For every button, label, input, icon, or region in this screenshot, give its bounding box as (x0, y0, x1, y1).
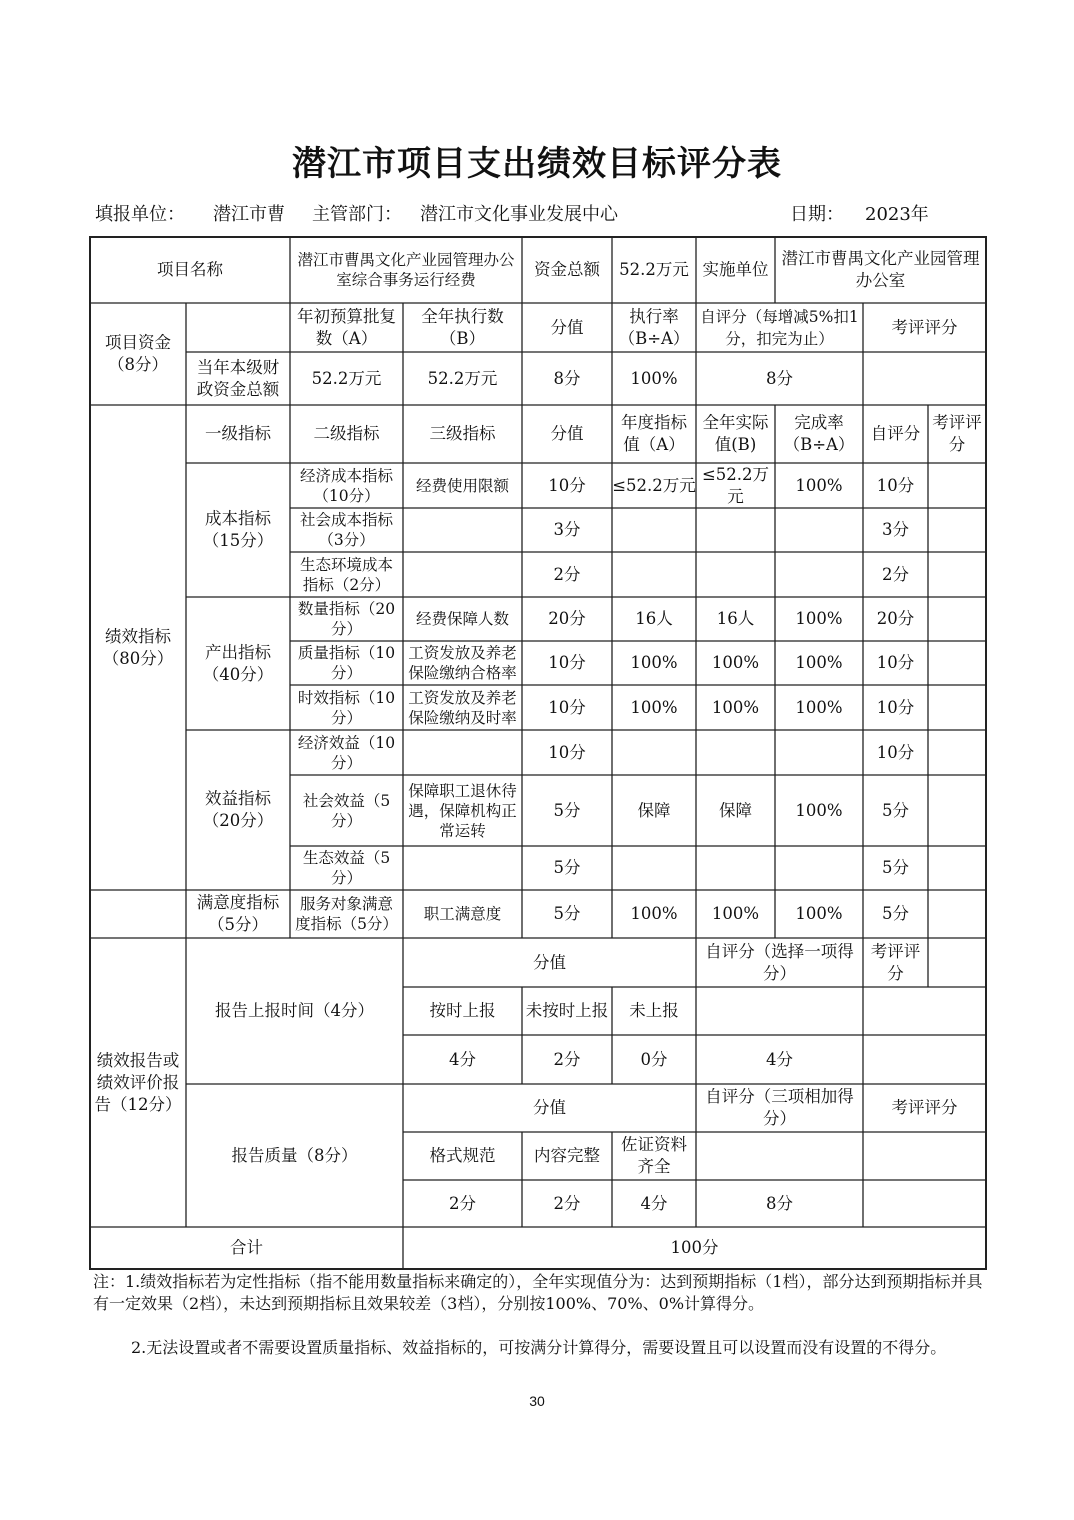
perf-rate-cell (775, 552, 863, 597)
funds-row-label: 当年本级财政资金总额 (196, 357, 280, 399)
perf-l2-cell: 经济效益（10分） (297, 733, 396, 772)
report-quality-self-score: 8分 (766, 1193, 793, 1213)
perf-rate-cell (775, 730, 863, 775)
perf-self-cell: 10分 (876, 475, 915, 495)
report-quality-option: 格式规范 (429, 1146, 496, 1165)
perf-actual-cell: 16人 (716, 609, 755, 628)
perf-rate-cell: 100% (795, 653, 843, 672)
funds-col-budget: 年初预算批复数（A） (297, 306, 396, 348)
perf-self-cell: 2分 (882, 564, 909, 584)
perf-rate-cell: 100% (795, 475, 843, 495)
report-quality-review-label: 考评评分 (891, 1098, 958, 1117)
note-2: 2.无法设置或者不需要设置质量指标、效益指标的，可按满分计算得分，需要设置且可以设置而没有设置的不得分。 (131, 1338, 947, 1357)
perf-target-cell: 100% (630, 697, 678, 717)
report-time-score: 4分 (449, 1049, 476, 1069)
perf-score-cell: 10分 (548, 475, 586, 495)
project-name-label: 项目名称 (157, 260, 223, 279)
satisfaction-indicator-label: 满意度指标（5分） (196, 893, 280, 934)
report-quality-option: 佐证资料齐全 (621, 1135, 687, 1176)
perf-actual-cell: 100% (711, 697, 760, 717)
perf-l3-cell (403, 730, 522, 775)
perf-target-cell (612, 552, 696, 597)
unit-label: 填报单位： (95, 204, 185, 225)
perf-actual-cell (696, 846, 775, 890)
report-quality-score: 2分 (449, 1193, 476, 1213)
perf-header: 二级指标 (313, 424, 380, 443)
perf-self-cell: 5分 (882, 904, 909, 923)
funds-section-label: 项目资金（8分） (105, 333, 171, 374)
date-value: 2023年 (865, 204, 929, 225)
perf-rate-cell: 100% (795, 697, 843, 717)
perf-header: 一级指标 (205, 424, 271, 443)
perf-score-cell: 5分 (553, 858, 581, 877)
perf-self-cell: 10分 (876, 742, 915, 762)
perf-actual-cell: 100% (711, 653, 760, 672)
perf-score-cell: 20分 (548, 609, 586, 628)
funds-self: 8分 (766, 368, 793, 388)
report-quality-option: 内容完整 (534, 1146, 600, 1165)
perf-l3-cell: 工资发放及养老保险缴纳合格率 (408, 644, 517, 682)
perf-self-cell: 5分 (882, 858, 909, 877)
report-time-self-label: 自评分（选择一项得分） (705, 941, 854, 983)
perf-l3-cell: 职工满意度 (423, 905, 502, 923)
perf-target-cell: ≤52.2万元 (612, 475, 696, 495)
perf-section-label: 绩效指标（80分） (102, 626, 174, 668)
perf-l2-cell: 社会成本指标（3分） (299, 511, 393, 549)
perf-score-cell: 5分 (553, 800, 581, 820)
perf-target-cell: 保障 (637, 800, 671, 820)
perf-header: 全年实际值(B) (702, 413, 769, 454)
impl-unit-value: 潜江市曹禺文化产业园管理办公室 (781, 249, 980, 290)
perf-target-cell (612, 846, 696, 890)
report-time-self-score: 4分 (766, 1049, 793, 1069)
perf-target-cell: 100% (630, 653, 678, 672)
unit-value: 潜江市曹 (213, 204, 285, 225)
perf-l3-cell (403, 552, 522, 597)
perf-score-cell: 10分 (548, 697, 586, 717)
report-section-label: 绩效报告或绩效评价报告（12分） (94, 1050, 182, 1114)
perf-header: 考评评分 (932, 413, 982, 454)
perf-self-cell: 10分 (876, 697, 915, 717)
perf-actual-cell (696, 552, 775, 597)
perf-target-cell (612, 730, 696, 775)
total-label: 合计 (230, 1238, 263, 1257)
perf-l3-cell: 经费使用限额 (415, 476, 509, 495)
dept-label: 主管部门： (312, 204, 402, 225)
perf-rate-cell (775, 508, 863, 552)
perf-actual-cell (696, 508, 775, 552)
perf-l3-cell: 经费保障人数 (415, 610, 509, 628)
report-quality-score-label: 分值 (533, 1098, 566, 1117)
report-time-option: 未上报 (629, 1001, 679, 1020)
perf-score-cell: 10分 (548, 742, 586, 762)
report-time-score-label: 分值 (533, 952, 566, 972)
perf-score-cell: 10分 (548, 653, 586, 672)
benefit-indicator-label: 效益指标（20分） (202, 789, 274, 830)
report-time-review-label: 考评评分 (870, 941, 921, 983)
impl-unit-label: 实施单位 (702, 260, 769, 279)
perf-l2-cell: 生态环境成本指标（2分） (299, 555, 393, 594)
note-1: 注：1.绩效指标若为定性指标（指不能用数量指标来确定的），全年实现值分为：达到预期指标（1档），部分达到预期指标并具有一定效果（2档），未达到预期指标且效果较差（3档），分别按100%、70%、0%计算得分。 (93, 1272, 983, 1313)
perf-l2-cell: 数量指标（20分） (297, 600, 396, 638)
report-quality-self-label: 自评分（三项相加得分） (705, 1087, 854, 1128)
date-label: 日期： (790, 204, 844, 225)
perf-actual-cell: 保障 (719, 800, 752, 820)
fund-total-value: 52.2万元 (619, 260, 689, 279)
project-name-value: 潜江市曹禺文化产业园管理办公室综合事务运行经费 (297, 251, 515, 289)
perf-target-cell: 100% (630, 904, 678, 923)
report-quality-label: 报告质量（8分） (231, 1145, 358, 1165)
total-value: 100分 (670, 1238, 719, 1257)
perf-self-cell: 5分 (882, 800, 909, 820)
perf-l3-cell: 工资发放及养老保险缴纳及时率 (408, 688, 517, 727)
perf-self-cell: 20分 (876, 609, 915, 628)
funds-rate: 100% (630, 368, 678, 388)
dept-value: 潜江市文化事业发展中心 (420, 204, 618, 225)
funds-col-review: 考评评分 (891, 317, 958, 337)
perf-score-cell: 2分 (553, 564, 581, 584)
perf-header: 分值 (550, 424, 584, 443)
report-quality-score: 2分 (553, 1193, 581, 1213)
perf-l2-cell: 生态效益（5分） (302, 849, 391, 887)
perf-actual-cell: ≤52.2万元 (701, 464, 770, 506)
perf-rate-cell (775, 846, 863, 890)
funds-exec: 52.2万元 (427, 368, 498, 388)
perf-target-cell: 16人 (635, 609, 673, 628)
perf-header: 完成率（B÷A） (783, 413, 855, 454)
perf-l3-cell (403, 508, 522, 552)
perf-l2-cell: 质量指标（10分） (297, 644, 396, 682)
perf-l3-cell: 保障职工退休待遇，保障机构正常运转 (408, 781, 517, 840)
perf-actual-cell: 100% (711, 904, 760, 923)
perf-header: 三级指标 (429, 424, 496, 443)
report-quality-score: 4分 (640, 1193, 668, 1213)
report-time-score: 0分 (640, 1049, 668, 1069)
perf-l2-cell: 经济成本指标（10分） (299, 466, 393, 505)
funds-score: 8分 (553, 368, 581, 388)
perf-self-cell: 10分 (876, 653, 915, 672)
report-time-label: 报告上报时间（4分） (215, 1001, 374, 1020)
perf-l3-cell (403, 846, 522, 890)
perf-rate-cell: 100% (795, 609, 843, 628)
funds-col-self: 自评分（每增减5%扣1分，扣完为止） (700, 307, 859, 348)
report-time-score: 2分 (553, 1049, 581, 1069)
perf-self-cell: 3分 (882, 520, 909, 539)
perf-l2-cell: 服务对象满意度指标（5分） (295, 895, 398, 933)
funds-col-exec: 全年执行数（B） (421, 306, 504, 348)
perf-actual-cell (696, 730, 775, 775)
page-title: 潜江市项目支出绩效目标评分表 (292, 144, 782, 184)
cost-indicator-label: 成本指标（15分） (202, 509, 274, 550)
perf-score-cell: 5分 (553, 904, 581, 923)
funds-col-rate: 执行率（B÷A） (618, 306, 690, 348)
perf-target-cell (612, 508, 696, 552)
report-time-option: 未按时上报 (525, 1001, 609, 1020)
funds-col-score: 分值 (550, 317, 584, 337)
perf-rate-cell: 100% (795, 904, 843, 923)
fund-total-label: 资金总额 (534, 260, 600, 279)
perf-l2-cell: 社会效益（5分） (302, 791, 391, 830)
perf-l2-cell: 时效指标（10分） (297, 688, 396, 727)
funds-budget: 52.2万元 (311, 368, 382, 388)
perf-header: 自评分 (870, 424, 921, 443)
perf-rate-cell: 100% (795, 800, 843, 820)
perf-score-cell: 3分 (553, 520, 581, 539)
perf-header: 年度指标值（A） (621, 413, 687, 454)
page-number: 30 (529, 1393, 545, 1409)
report-time-option: 按时上报 (429, 1001, 496, 1020)
output-indicator-label: 产出指标（40分） (202, 642, 274, 684)
